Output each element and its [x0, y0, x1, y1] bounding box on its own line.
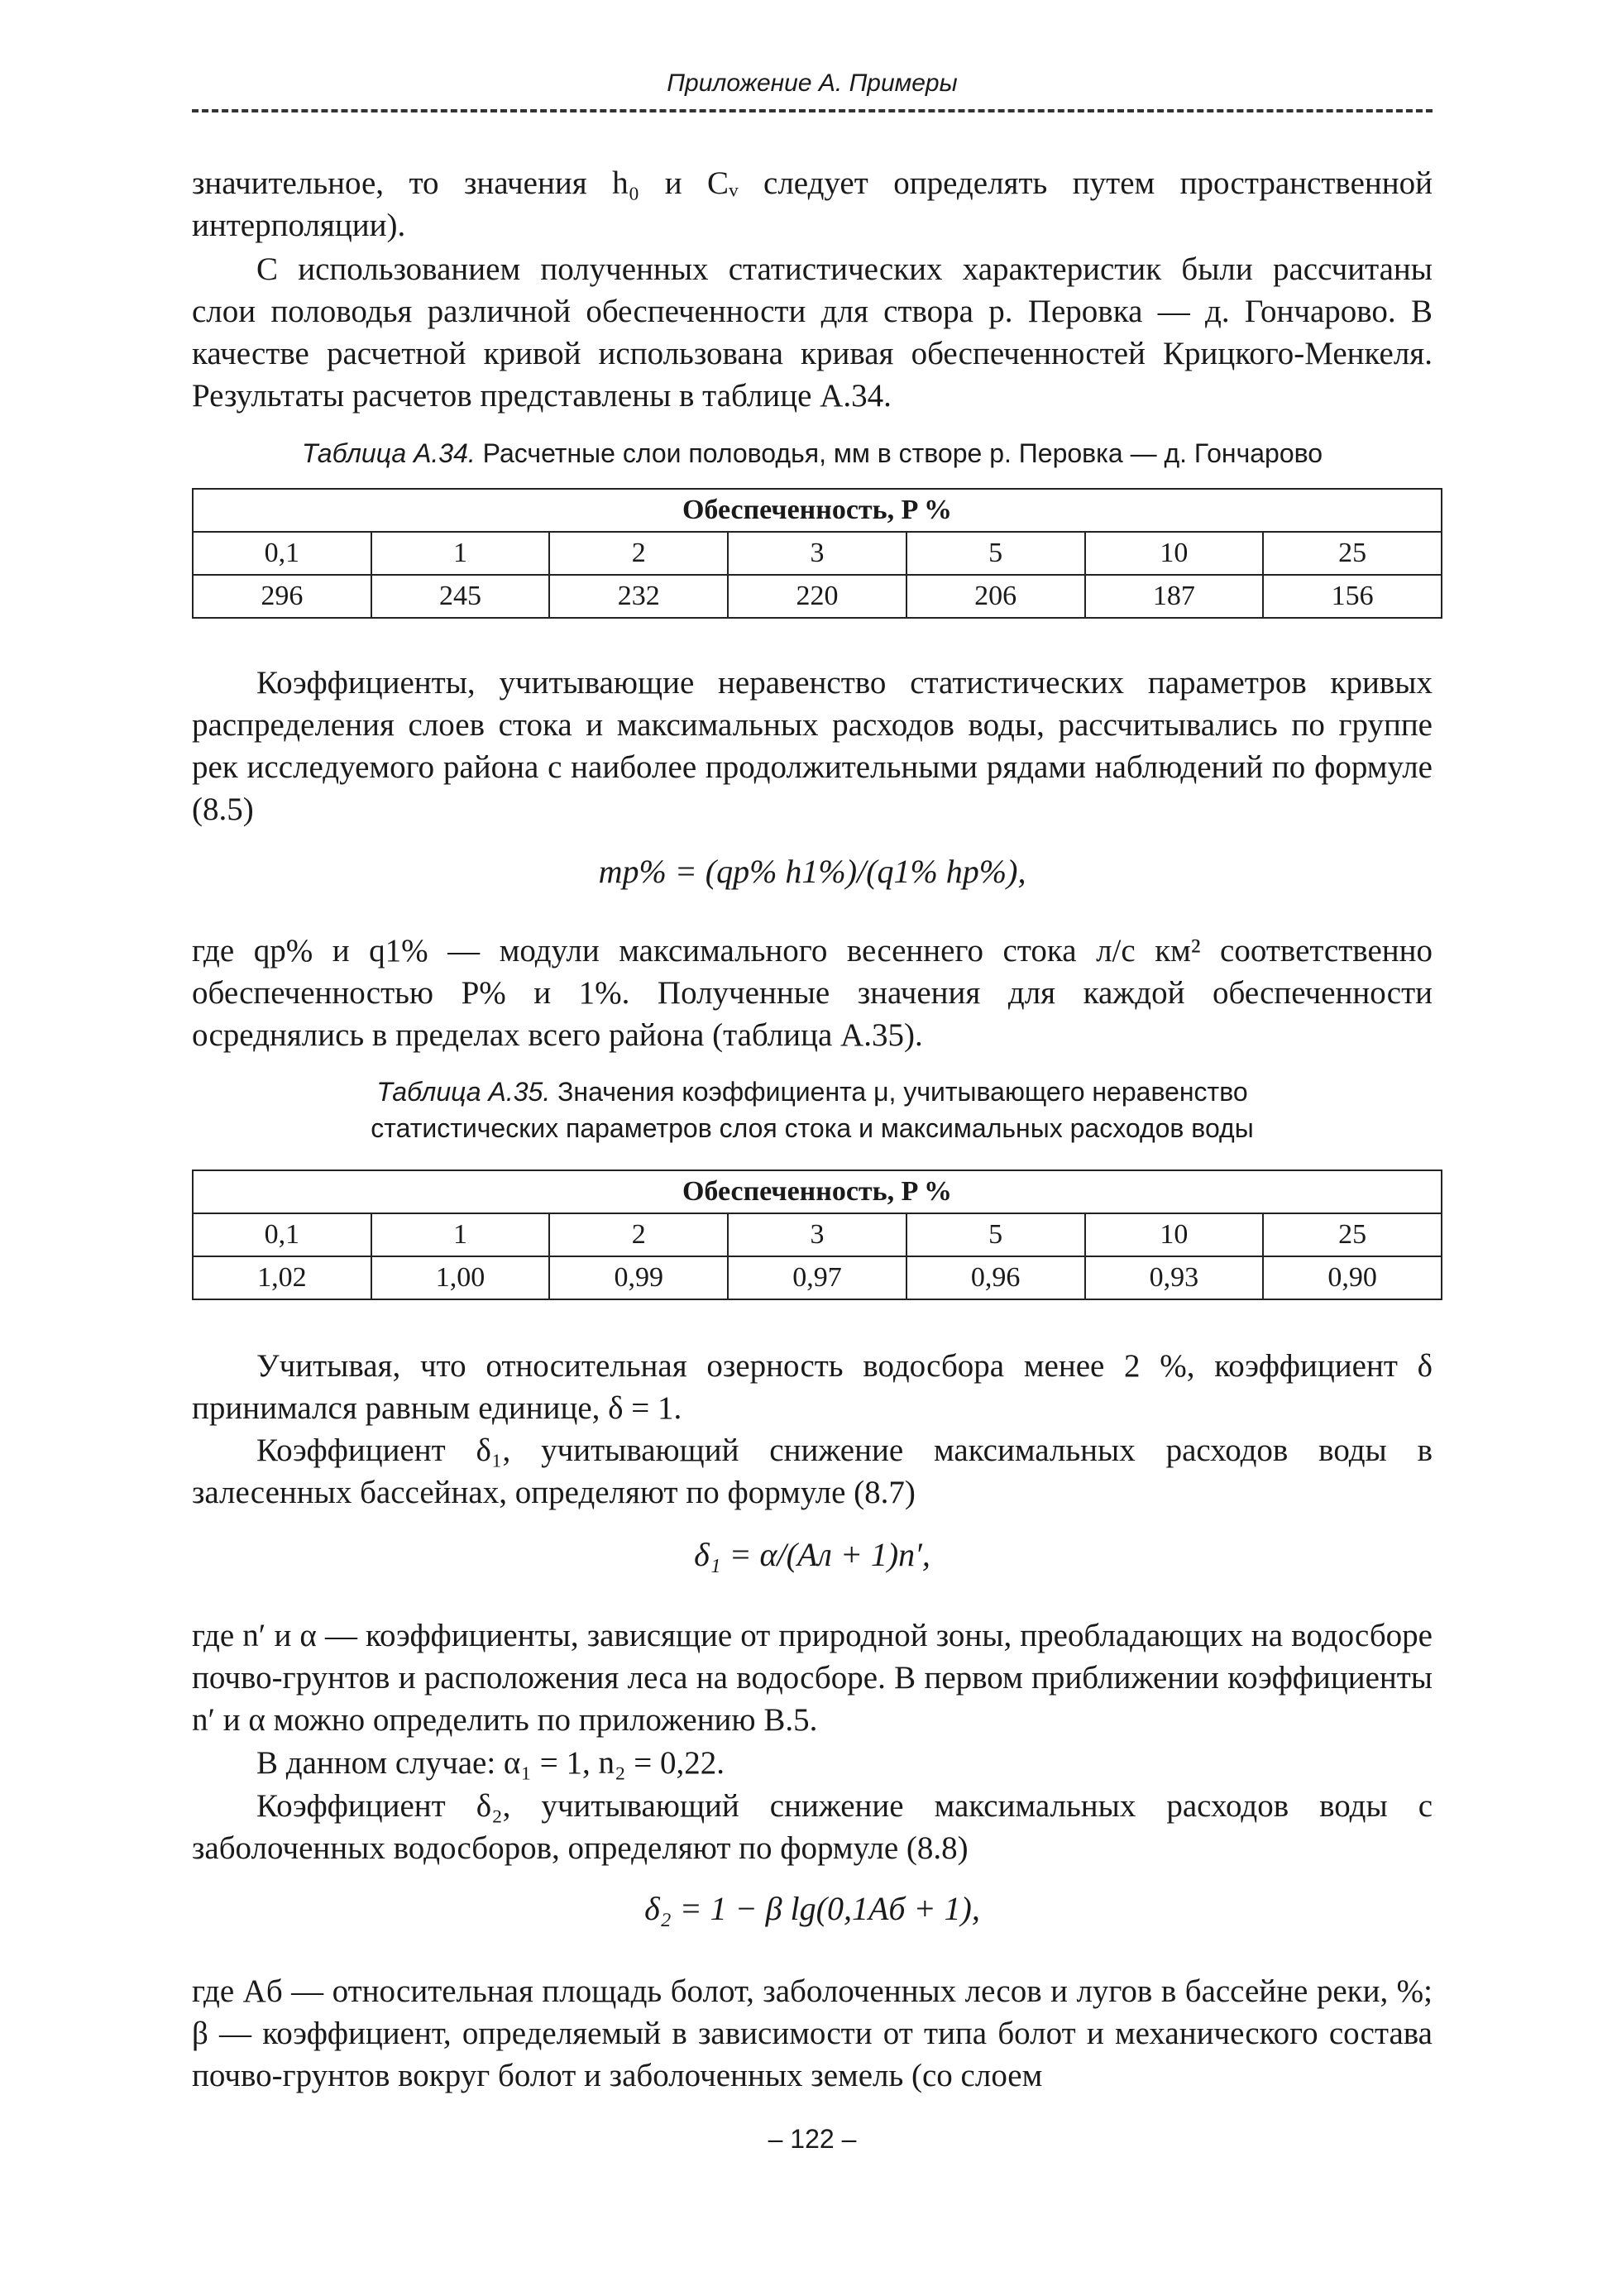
paragraph-7: где n′ и α — коэффициенты, зависящие от природной зоны, преобладающих на водосборе почво-грунтов и расположения леса на водосборе. В первом приближении коэффициенты n′ и α можно определить по приложению В.5.	[192, 1618, 1433, 1738]
table35-col: 10	[1085, 1213, 1264, 1256]
table35-value: 0,96	[906, 1256, 1085, 1299]
table35-caption-line2: статистических параметров слоя стока и максимальных расходов воды	[371, 1113, 1254, 1143]
table34-columns-row	[193, 532, 1442, 575]
table34-caption-label: Таблица А.34.	[301, 438, 476, 468]
table34-value: 245	[371, 575, 550, 618]
table-35	[192, 1170, 1442, 1300]
paragraph-1: значительное, то значения h₀ и Cᵥ следует определять путем пространственной интерполяции).	[192, 165, 1433, 243]
table35-header: Обеспеченность, P %	[193, 1170, 1442, 1213]
formula-8-7: δ₁ = α/(Aл + 1)n′,	[694, 1536, 930, 1573]
table34-value: 156	[1263, 575, 1442, 618]
table34-col: 10	[1085, 532, 1264, 575]
table34-col: 5	[906, 532, 1085, 575]
paragraph-5: Учитывая, что относительная озерность водосбора менее 2 %, коэффициент δ принимался равным единице, δ = 1.	[192, 1348, 1433, 1426]
table34-value: 220	[728, 575, 906, 618]
table34-col: 3	[728, 532, 906, 575]
table35-value: 1,00	[371, 1256, 550, 1299]
table34-caption-text: Расчетные слои половодья, мм в створе р. Перовка — д. Гончарово	[482, 438, 1323, 468]
table35-col: 25	[1263, 1213, 1442, 1256]
table34-caption	[192, 435, 1433, 471]
table35-col: 5	[906, 1213, 1085, 1256]
table-34	[192, 488, 1442, 619]
paragraph-9: Коэффициент δ₂, учитывающий снижение максимальных расходов воды с заболоченных водосборов, определяют по формуле (8.8)	[192, 1788, 1433, 1866]
table35-value: 0,90	[1263, 1256, 1442, 1299]
table34-col: 25	[1263, 532, 1442, 575]
table35-value: 0,99	[549, 1256, 728, 1299]
table34-value: 187	[1085, 575, 1264, 618]
table35-value: 1,02	[193, 1256, 371, 1299]
table34-value: 232	[549, 575, 728, 618]
paragraph-4: где qp% и q1% — модули максимального весеннего стока л/с км² соответственно обеспеченностью P% и 1%. Полученные значения для каждой обеспеченности осреднялись в пределах всего района (таблица А.35).	[192, 933, 1433, 1053]
paragraph-3: Коэффициенты, учитывающие неравенство статистических параметров кривых распределения слоев стока и максимальных расходов воды, рассчитывались по группе рек исследуемого района с наиболее продолжительными рядами наблюдений по формуле (8.5)	[192, 665, 1433, 827]
table35-col: 3	[728, 1213, 906, 1256]
paragraph-6: Коэффициент δ₁, учитывающий снижение максимальных расходов воды в залесенных бассейнах, определяют по формуле (8.7)	[192, 1433, 1433, 1510]
running-header: Приложение А. Примеры	[667, 69, 958, 97]
table34-col: 1	[371, 532, 550, 575]
formula-8-5: mp% = (qp% h1%)/(q1% hp%),	[598, 853, 1026, 890]
header-divider	[192, 109, 1433, 112]
table35-caption-text: Значения коэффициента μ, учитывающего неравенство	[557, 1077, 1248, 1107]
paragraph-2: С использованием полученных статистических характеристик были рассчитаны слои половодья различной обеспеченности для створа р. Перовка — д. Гончарово. В качестве расчетной кривой использована кривая обеспеченностей Крицкого-Менкеля. Результаты расчетов представлены в таблице А.34.	[192, 251, 1433, 414]
table34-values-row	[193, 575, 1442, 618]
table35-col: 1	[371, 1213, 550, 1256]
table34-header: Обеспеченность, P %	[193, 489, 1442, 532]
formula-8-8: δ₂ = 1 − β lg(0,1Aб + 1),	[644, 1890, 980, 1927]
table35-value: 0,97	[728, 1256, 906, 1299]
table34-value: 296	[193, 575, 371, 618]
table34-value: 206	[906, 575, 1085, 618]
table35-values-row	[193, 1256, 1442, 1299]
table35-col: 0,1	[193, 1213, 371, 1256]
table34-col: 0,1	[193, 532, 371, 575]
paragraph-8: В данном случае: α₁ = 1, n₂ = 0,22.	[256, 1745, 725, 1781]
paragraph-10: где Aб — относительная площадь болот, заболоченных лесов и лугов в бассейне реки, %; β — коэффициент, определяемый в зависимости от типа болот и механического состава почво-грунтов вокруг болот и заболоченных земель (со слоем	[192, 1973, 1433, 2093]
table35-col: 2	[549, 1213, 728, 1256]
table35-caption-label: Таблица А.35.	[376, 1077, 551, 1107]
table35-columns-row	[193, 1213, 1442, 1256]
table35-caption	[192, 1074, 1433, 1146]
page-number: – 122 –	[768, 2124, 857, 2154]
table35-value: 0,93	[1085, 1256, 1264, 1299]
table34-col: 2	[549, 532, 728, 575]
